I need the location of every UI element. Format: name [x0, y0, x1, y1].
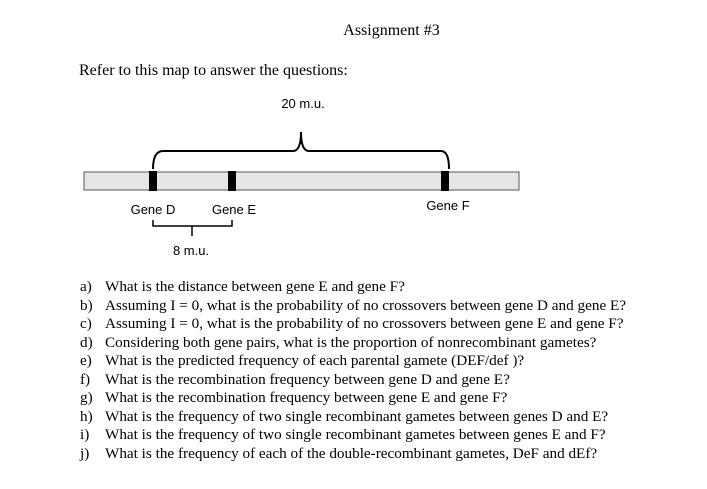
- question-item: [80, 408, 626, 427]
- question-text: Assuming I = 0, what is the probability of no crossovers between gene D and gene E?: [105, 296, 627, 314]
- question-item: [80, 371, 626, 390]
- bottom-distance-label: 8 m.u.: [172, 243, 210, 258]
- question-label: j): [80, 444, 90, 462]
- question-item: [80, 278, 626, 297]
- gene-d-label: Gene D: [130, 202, 176, 217]
- question-item: [80, 426, 626, 445]
- question-label: g): [80, 389, 93, 406]
- question-item: [80, 334, 626, 353]
- question-text: Assuming I = 0, what is the probability of no crossovers between gene E and gene F?: [105, 315, 624, 332]
- gene-f-marker: [441, 171, 449, 191]
- question-text: What is the frequency of two single recombinant gametes between genes E and F?: [105, 426, 606, 443]
- gene-map: [0, 90, 707, 265]
- question-item: [80, 297, 626, 316]
- question-label: i): [80, 426, 90, 443]
- gene-f-label: Gene F: [426, 198, 470, 213]
- top-distance-label: 20 m.u.: [281, 96, 325, 111]
- question-item: [80, 389, 626, 408]
- intro-text: Refer to this map to answer the questions:: [79, 62, 348, 79]
- question-text: Considering both gene pairs, what is the proportion of nonrecombinant gametes?: [105, 333, 597, 351]
- question-text: What is the recombination frequency between gene E and gene F?: [105, 389, 508, 406]
- top-brace: [153, 132, 449, 169]
- bottom-bracket: [153, 220, 232, 236]
- question-label: c): [80, 315, 92, 332]
- question-item: [80, 352, 626, 371]
- question-text: What is the recombination frequency between gene D and gene E?: [105, 370, 510, 388]
- gene-e-marker: [228, 171, 236, 191]
- question-text: What is the predicted frequency of each parental gamete (DEF/def )?: [105, 352, 525, 369]
- gene-e-label: Gene E: [211, 202, 257, 217]
- question-label: h): [80, 407, 93, 425]
- question-label: d): [80, 333, 93, 351]
- question-text: What is the frequency of each of the double-recombinant gametes, DeF and dEf?: [105, 444, 598, 462]
- assignment-title: Assignment #3: [343, 22, 440, 39]
- question-label: f): [80, 370, 91, 388]
- gene-d-marker: [149, 171, 157, 191]
- question-label: b): [80, 296, 93, 314]
- question-item: [80, 315, 626, 334]
- question-label: a): [80, 278, 92, 295]
- question-item: [80, 445, 626, 464]
- question-list: [80, 278, 626, 463]
- question-text: What is the distance between gene E and gene F?: [105, 278, 405, 295]
- question-text: What is the frequency of two single recombinant gametes between genes D and E?: [105, 407, 609, 425]
- question-label: e): [80, 352, 92, 369]
